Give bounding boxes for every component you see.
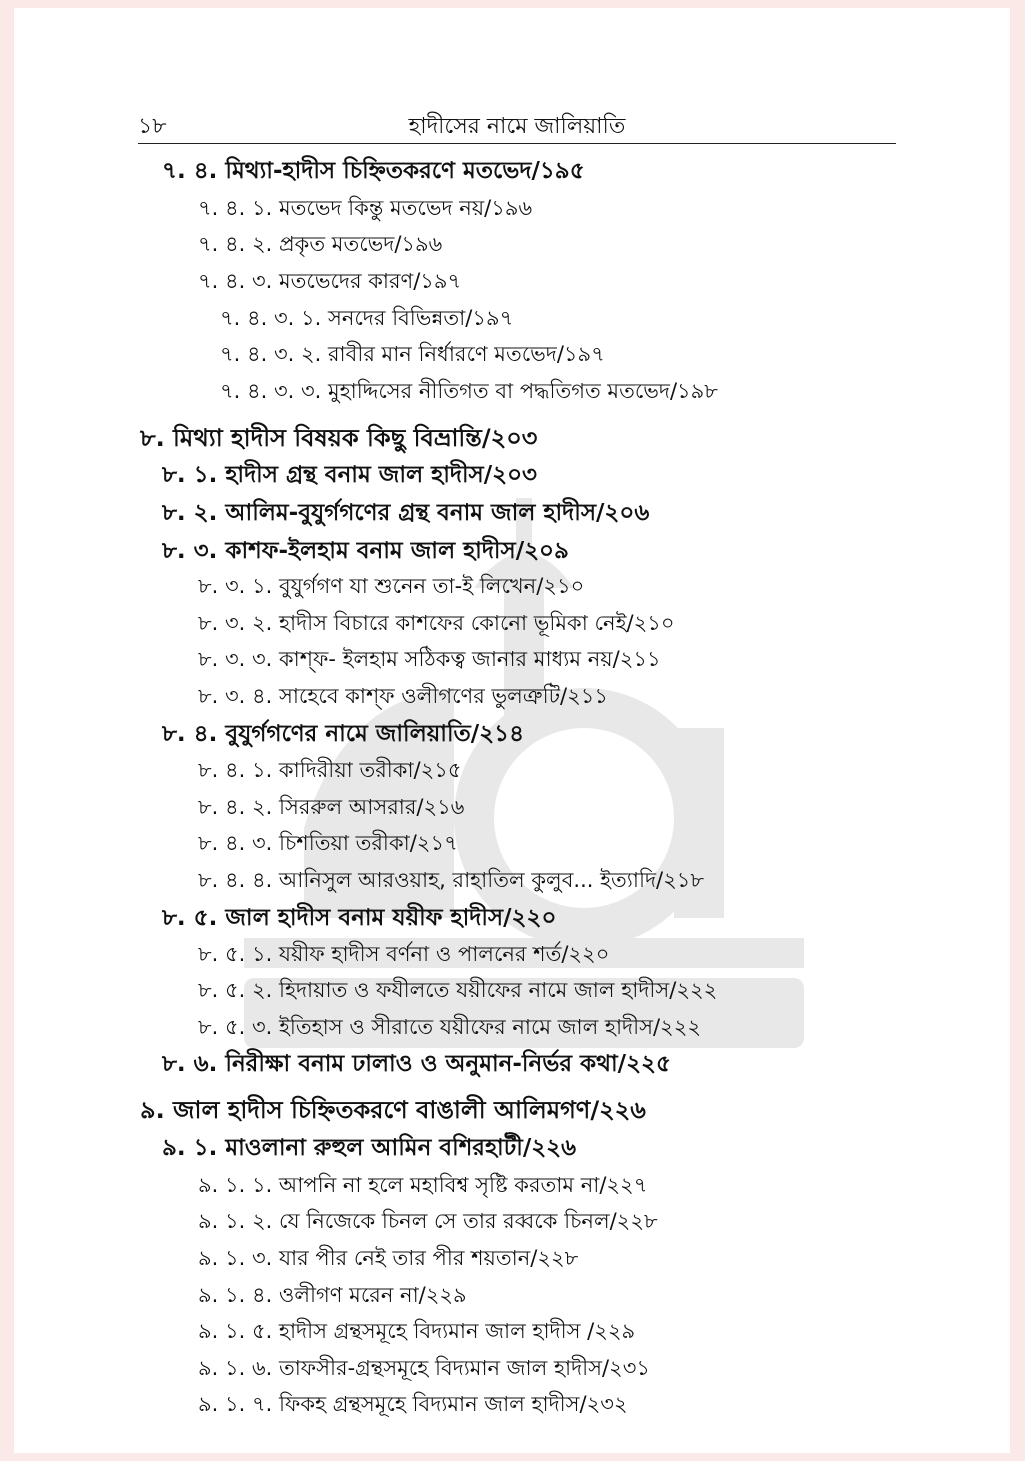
toc-entry: ৯. ১. ২. যে নিজেকে চিনল সে তার রব্বকে চিনল/২২৮	[198, 1209, 658, 1233]
toc-entry: ৯. ১. ৭. ফিকহ গ্রন্থসমূহে বিদ্যমান জাল হাদীস/২৩২	[198, 1392, 628, 1416]
toc-entry: ৮. ২. আলিম-বুযুর্গগণের গ্রন্থ বনাম জাল হাদীস/২০৬	[162, 500, 650, 526]
toc-entry: ৯. ১. ৬. তাফসীর-গ্রন্থসমূহে বিদ্যমান জাল হাদীস/২৩১	[198, 1356, 650, 1380]
toc-entry: ৮. ৪. ১. কাদিরীয়া তরীকা/২১৫	[198, 758, 462, 782]
toc-entry: ৮. ৩. ২. হাদীস বিচারে কাশফের কোনো ভূমিকা নেই/২১০	[198, 611, 675, 635]
toc-entry: ৮. ১. হাদীস গ্রন্থ বনাম জাল হাদীস/২০৩	[162, 462, 538, 488]
toc-entry: ৮. ৪. বুযুর্গগণের নামে জালিয়াতি/২১৪	[162, 721, 524, 747]
toc-entry: ৭. ৪. ২. প্রকৃত মতভেদ/১৯৬	[198, 232, 443, 256]
table-of-contents	[14, 8, 1010, 1453]
toc-entry: ৮. ৩. ৩. কাশ্‌ফ- ইলহাম সঠিকত্ব জানার মাধ্যম নয়/২১১	[198, 647, 661, 671]
toc-entry: ৮. ৩. ১. বুযুর্গগণ যা শুনেন তা-ই লিখেন/২১০	[198, 574, 585, 598]
toc-entry: ৮. ৪. ৩. চিশতিয়া তরীকা/২১৭	[198, 831, 458, 855]
toc-entry: ৮. ৪. ৪. আনিসুল আরওয়াহ, রাহাতিল কুলুব... ইত্যাদি/২১৮	[198, 868, 704, 892]
toc-entry: ৮. ৩. ৪. সাহেবে কাশ্‌ফ ওলীগণের ভুলত্রুটি/২১১	[198, 684, 609, 708]
book-page	[14, 8, 1010, 1453]
toc-entry: ৭. ৪. ৩. ৩. মুহাদ্দিসের নীতিগত বা পদ্ধতিগত মতভেদ/১৯৮	[220, 379, 718, 403]
toc-entry: ৮. ৩. কাশফ-ইলহাম বনাম জাল হাদীস/২০৯	[162, 538, 569, 564]
toc-entry: ৯. ১. ৫. হাদীস গ্রন্থসমূহে বিদ্যমান জাল হাদীস /২২৯	[198, 1319, 636, 1343]
toc-chapter: ৯. জাল হাদীস চিহ্নিতকরণে বাঙালী আলিমগণ/২২৬	[140, 1096, 646, 1124]
toc-entry: ৮. ৫. জাল হাদীস বনাম যয়ীফ হাদীস/২২০	[162, 905, 557, 931]
page-number: ১৮	[138, 114, 167, 139]
toc-entry: ৮. ৫. ৩. ইতিহাস ও সীরাতে যয়ীফের নামে জাল হাদীস/২২২	[198, 1015, 702, 1039]
toc-entry: ৮. ৫. ২. হিদায়াত ও ফযীলতে যয়ীফের নামে জাল হাদীস/২২২	[198, 978, 718, 1002]
toc-entry: ৯. ১. ৪. ওলীগণ মরেন না/২২৯	[198, 1283, 467, 1307]
toc-entry: ৮. ৪. ২. সিররুল আসরার/২১৬	[198, 795, 465, 819]
toc-entry: ৯. ১. মাওলানা রুহুল আমিন বশিরহাটী/২২৬	[162, 1135, 577, 1161]
toc-chapter: ৮. মিথ্যা হাদীস বিষয়ক কিছু বিভ্রান্তি/২০৩	[140, 424, 538, 452]
toc-entry: ৭. ৪. ১. মতভেদ কিন্তু মতভেদ নয়/১৯৬	[198, 196, 533, 220]
toc-entry: ৭. ৪. ৩. ২. রাবীর মান নির্ধারণে মতভেদ/১৯৭	[220, 342, 605, 366]
running-title: হাদীসের নামে জালিয়াতি	[408, 114, 626, 139]
toc-entry: ৮. ৬. নিরীক্ষা বনাম ঢালাও ও অনুমান-নির্ভর কথা/২২৫	[162, 1051, 671, 1077]
toc-entry: ৭. ৪. মিথ্যা-হাদীস চিহ্নিতকরণে মতভেদ/১৯৫	[162, 158, 585, 184]
toc-entry: ৯. ১. ১. আপনি না হলে মহাবিশ্ব সৃষ্টি করতাম না/২২৭	[198, 1173, 648, 1197]
toc-entry: ৭. ৪. ৩. মতভেদের কারণ/১৯৭	[198, 269, 462, 293]
toc-entry: ৭. ৪. ৩. ১. সনদের বিভিন্নতা/১৯৭	[220, 306, 514, 330]
toc-entry: ৮. ৫. ১. যয়ীফ হাদীস বর্ণনা ও পালনের শর্ত/২২০	[198, 942, 610, 966]
toc-entry: ৯. ১. ৩. যার পীর নেই তার পীর শয়তান/২২৮	[198, 1246, 579, 1270]
